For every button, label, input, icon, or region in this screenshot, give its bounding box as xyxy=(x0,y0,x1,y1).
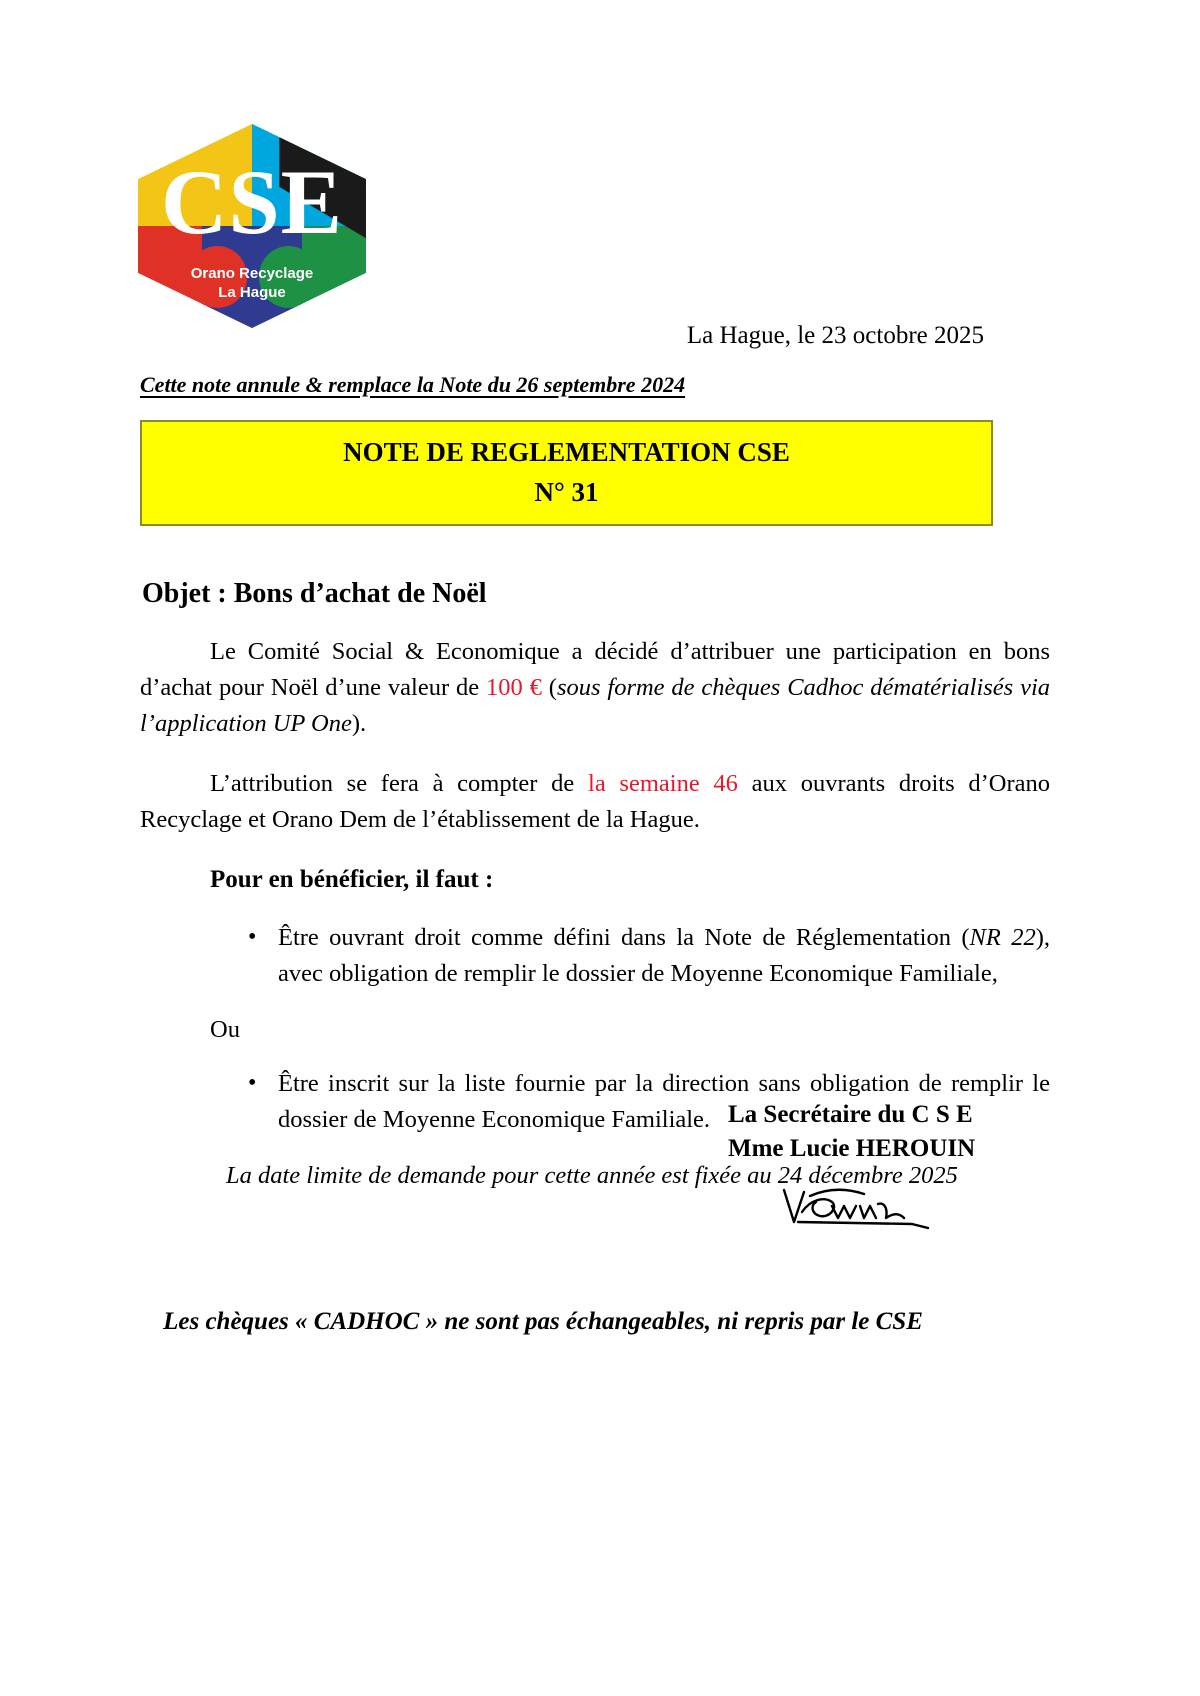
cancel-replace-notice: Cette note annule & remplace la Note du 26 septembre 2024 xyxy=(140,372,686,397)
page-title: Objet : Bons d’achat de Noël xyxy=(142,578,487,609)
handwritten-signature-icon xyxy=(780,1178,940,1234)
bullet1-reference: NR 22 xyxy=(969,924,1036,951)
para1-after-amount: ( xyxy=(541,674,557,701)
amount-value: 100 € xyxy=(486,674,542,701)
conditions-subheading: Pour en bénéficier, il faut : xyxy=(210,866,494,893)
logo-subtitle-line2: La Hague xyxy=(218,284,286,301)
bullet1-before-ref: Être ouvrant droit comme défini dans la Note de Réglementation ( xyxy=(278,924,970,951)
document-date: La Hague, le 23 octobre 2025 xyxy=(686,322,984,349)
logo-letters: CSE xyxy=(161,151,343,253)
note-title: NOTE DE REGLEMENTATION CSE xyxy=(343,437,790,467)
para1-italic-note: sous forme de chèques Cadhoc dématérialisés via l’application UP One xyxy=(140,674,1050,737)
para2-before-week: L’attribution se fera à compter de xyxy=(210,770,589,797)
logo-subtitle xyxy=(138,264,366,302)
para2-after-week: aux ouvrants droits d’Orano Recyclage et Orano Dem de l’établissement de la Hague. xyxy=(140,770,1050,833)
deadline-notice: La date limite de demande pour cette année est fixée au 24 décembre 2025 xyxy=(226,1162,958,1189)
signature-name: Mme Lucie HEROUIN xyxy=(728,1135,976,1162)
note-title-box xyxy=(140,420,993,526)
bullet1-after-ref: ), avec obligation de remplir le dossier de Moyenne Economique Familiale, xyxy=(278,924,1051,987)
paragraph-participation xyxy=(140,634,1050,742)
note-number: N° 31 xyxy=(534,477,599,507)
signature-role: La Secrétaire du C S E xyxy=(728,1101,973,1128)
cse-logo xyxy=(138,124,366,328)
conditions-list-first xyxy=(140,920,1050,992)
logo-subtitle-line1: Orano Recyclage xyxy=(190,265,314,282)
para1-before-amount: Le Comité Social & Economique a décidé d’attribuer une participation en bons d’achat pour Noël d’une valeur de xyxy=(140,638,1050,701)
signature-block xyxy=(728,1098,975,1166)
paragraph-attribution xyxy=(140,766,1050,838)
list-item: • Être inscrit sur la liste fournie par la direction sans obligation de remplir le dossier de Moyenne Economique Familiale. xyxy=(248,1066,1050,1138)
para1-closing: ). xyxy=(351,710,367,737)
week-value: la semaine 46 xyxy=(588,770,738,797)
list-item xyxy=(248,920,1050,992)
footer-disclaimer: Les chèques « CADHOC » ne sont pas échangeables, ni repris par le CSE xyxy=(163,1308,923,1335)
conditions-separator: Ou xyxy=(210,1016,240,1043)
